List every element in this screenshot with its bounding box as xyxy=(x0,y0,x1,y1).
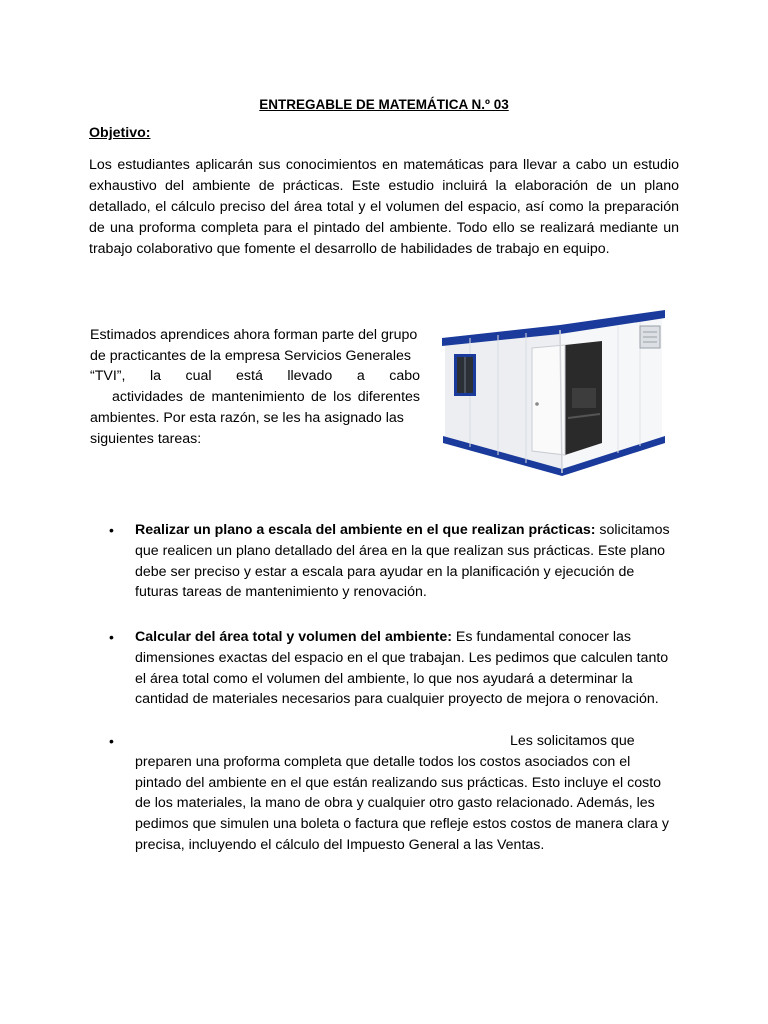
intro-line: actividades de mantenimiento de los diferentes xyxy=(112,389,420,406)
bullet-icon: • xyxy=(109,629,114,645)
intro-paragraph xyxy=(90,325,420,449)
objetivo-heading: Objetivo: xyxy=(89,125,151,141)
task-item xyxy=(109,520,679,603)
task-item xyxy=(109,627,679,710)
bullet-icon: • xyxy=(109,522,114,538)
intro-line: siguientes tareas: xyxy=(90,430,202,447)
task-description: solicitamos que realicen un plano detallado del área en la que realizan sus prácticas. Este plano debe ser preciso y estar a escala para ayudar en la planificación y ejecución de futuras tareas de mantenimiento y renovación. xyxy=(135,522,670,601)
task-item xyxy=(109,731,679,856)
intro-line: Estimados aprendices ahora forman parte del grupo xyxy=(90,327,418,343)
intro-line: de practicantes de la empresa Servicios Generales xyxy=(90,347,411,364)
modular-container-photo xyxy=(440,308,670,480)
document-title: ENTREGABLE DE MATEMÁTICA N.º 03 xyxy=(259,97,509,112)
intro-line: ambientes. Por esta razón, se les ha asignado las xyxy=(90,409,404,426)
task-heading: Realizar un plano a escala del ambiente en el que realizan prácticas: xyxy=(135,522,596,538)
task-description: preparen una proforma completa que detalle todos los costos asociados con el pintado del ambiente en el que están realizando sus prácticas. Esto incluye el costo de los materiales, la mano de obra y cualquier otro gasto relacionado. Además, les pedimos que simulen una boleta o factura que refleje estos costos de manera clara y precisa, incluyendo el cálculo del Impuesto General a las Ventas. xyxy=(135,753,669,853)
task-text xyxy=(135,627,679,710)
task-first-line: Les solicitamos que xyxy=(510,733,635,749)
task-text xyxy=(135,731,679,856)
task-heading: Calcular del área total y volumen del ambiente: xyxy=(135,629,452,645)
bullet-icon: • xyxy=(109,733,114,749)
task-description: Es fundamental conocer las dimensiones exactas del espacio en el que trabajan. Les pedimos que calculen tanto el área total como el volumen del ambiente, lo que nos ayudará a determinar la cantidad de materiales necesarios para cualquier proyecto de mejora o renovación. xyxy=(135,629,669,708)
task-text xyxy=(135,520,679,603)
objetivo-paragraph: Los estudiantes aplicarán sus conocimientos en matemáticas para llevar a cabo un estudio exhaustivo del ambiente de prácticas. Este estudio incluirá la elaboración de un plano detallado, el cálculo preciso del área total y el volumen del espacio, así como la preparación de una proforma completa para el pintado del ambiente. Todo ello se realizará mediante un trabajo colaborativo que fomente el desarrollo de habilidades de trabajo en equipo. xyxy=(89,157,679,257)
intro-line: “TVI”, la cual está llevado a cabo xyxy=(90,368,420,385)
